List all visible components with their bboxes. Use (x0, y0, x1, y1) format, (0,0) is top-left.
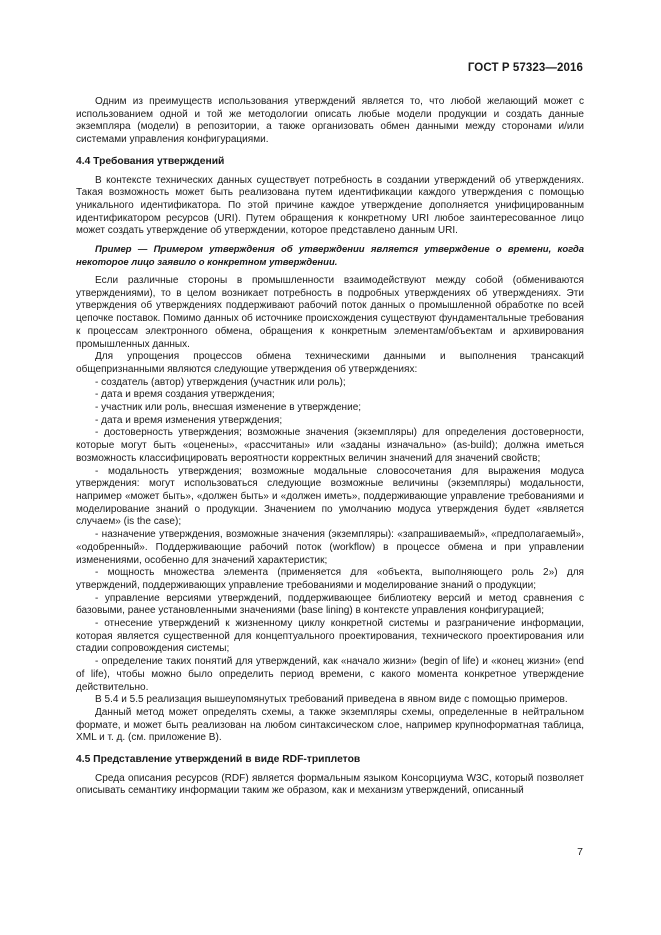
paragraph: В контексте технических данных существует потребность в создании утверждений об утверждениях. Такая возможность может быть реализована путем идентификации каждого утверждения с помощью уникального идентификатора. По этой причине каждое утверждение дополняется унифицированным идентификатором ресурсов (URI). Путем обращения к конкретному URI любое заинтересованное лицо может создать утверждение об утверждении, которое представлено данным URI. (76, 174, 584, 237)
list-item: - отнесение утверждений к жизненному циклу конкретной системы и разграничение информации, которая является существенной для концептуального проектирования, технического проектирования или стадии сопровождения системы; (76, 618, 584, 655)
list-item: - мощность множества элемента (применяется для «объекта, выполняющего роль 2») для утверждений, поддерживающих управление требованиями и моделирование знаний о продукции; (76, 567, 584, 591)
list-item: - дата и время изменения утверждения; (95, 414, 283, 426)
example-text: Пример — Примером утверждения об утверждении является утверждение о времени, когда некоторое лицо заявило о конкретном утверждении. (76, 244, 584, 268)
section-heading-4-5: 4.5 Представление утверждений в виде RDF-триплетов (76, 754, 361, 766)
list-item: - дата и время создания утверждения; (95, 389, 275, 401)
example-note (76, 244, 584, 269)
page-number: 7 (577, 846, 583, 858)
paragraph: Для упрощения процессов обмена техническими данными и выполнения трансакций общепризнанными являются следующие утверждения об утверждениях: (76, 351, 584, 375)
paragraph: Если различные стороны в промышленности взаимодействуют между собой (обмениваются утверждениями), то в целом возникает потребность в подробных утверждениях об утверждениях. Эти утверждения об утверждениях поддерживают рабочий поток данных о промышленной обработке по всей цепочке поставок. Помимо данных об источнике происхождения существуют фундаментальные требования к процессам электронного обмена, обращения к конкретным элементам/объектам и архивирования промышленных данных. (76, 275, 584, 350)
paragraph: Данный метод может определять схемы, а также экземпляры схемы, определенные в нейтральном формате, и может быть реализован на любом синтаксическом слое, например крупноформатная таблица, XML и т. д. (см. приложение В). (76, 706, 584, 744)
list-item: - назначение утверждения, возможные значения (экземпляры): «запрашиваемый», «предполагаемый», «одобренный». Поддерживающие рабочий поток (workflow) в процессе обмена и при управлении изменениями, особенно для значений характеристик; (76, 529, 584, 566)
paragraph: Среда описания ресурсов (RDF) является формальным языком Консорциума W3C, который позволяет описывать семантику информации таким же образом, как и механизм утверждений, описанный (76, 772, 584, 797)
list-item: - определение таких понятий для утверждений, как «начало жизни» (begin of life) и «конец жизни» (end of life), чтобы можно было определить период времени, с какого момента конкретное утверждение действительно. (76, 656, 584, 693)
list-item: - создатель (автор) утверждения (участник или роль); (95, 376, 346, 388)
list-item: - достоверность утверждения; возможные значения (экземпляры) для определения достоверности, которые могут быть «оценены», «рассчитаны» или «заданы изначально» (as-build); должна иметься возможность классифицировать вероятности корректных величин значений для значений свойств; (76, 427, 584, 464)
page-content (76, 96, 584, 798)
paragraph: В 5.4 и 5.5 реализация вышеупомянутых требований приведена в явном виде с помощью примеров. (95, 694, 568, 706)
list-item: - модальность утверждения; возможные модальные словосочетания для выражения модуса утверждения: могут использоваться следующие возможные величины (экземпляры) модальности, например «может быть», «должен быть» и «должен иметь», поддерживающие управление требованиями и моделирование знаний о продукции. Значением по умолчанию модуса утверждения будет «является случаем» (is the case); (76, 465, 584, 528)
paragraph: Одним из преимуществ использования утверждений является то, что любой желающий может с использованием одной и той же методологии описать любые модели продукции и создать данные экземпляра (модели) в репозитории, а также организовать обмен данными между сторонами и/или системами управления конфигурациями. (76, 96, 584, 146)
section-heading-4-4: 4.4 Требования утверждений (76, 155, 225, 167)
list-item: - управление версиями утверждений, поддерживающее библиотеку версий и метод сравнения с базовыми, ранее установленными значениями (base lining) в контексте управления конфигурацией; (76, 592, 584, 617)
list-item: - участник или роль, внесшая изменение в утверждение; (95, 402, 362, 414)
document-code: ГОСТ Р 57323—2016 (467, 62, 583, 74)
